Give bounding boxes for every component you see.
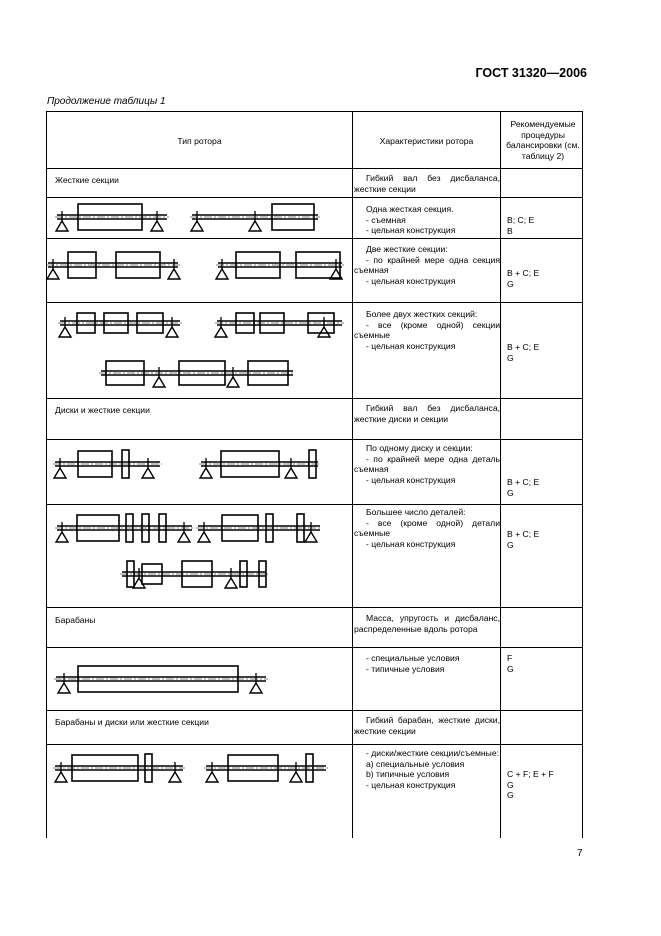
bearing-support xyxy=(290,772,302,782)
procedure-text: G xyxy=(507,278,514,289)
procedure-text: G xyxy=(507,487,514,498)
bearing-support xyxy=(285,468,297,478)
bearing-support xyxy=(142,468,154,478)
characteristic-text: - цельная конструкция xyxy=(366,779,456,790)
characteristic-text: Две жесткие секции: xyxy=(366,244,448,254)
group-title: Диски и жесткие секции xyxy=(55,405,150,415)
group-title: Барабаны xyxy=(55,615,96,625)
bearing-support xyxy=(318,327,330,337)
bearing-support xyxy=(168,269,180,279)
bearing-support xyxy=(47,269,59,279)
bearing-support xyxy=(56,221,68,231)
bearing-support xyxy=(59,327,71,337)
bearing-support xyxy=(216,269,228,279)
bearing-support xyxy=(133,578,145,588)
bearing-support xyxy=(58,683,70,693)
table-continuation-caption: Продолжение таблицы 1 xyxy=(47,96,166,107)
characteristic-text: - по крайней мере одна секция съемная xyxy=(354,254,500,275)
characteristic-text: Одна жесткая секция. xyxy=(366,204,454,214)
bearing-support xyxy=(225,578,237,588)
bearing-support xyxy=(305,532,317,542)
bearing-support xyxy=(206,772,218,782)
procedure-text: B + C; E xyxy=(507,529,540,539)
header-characteristics: Характеристики ротора xyxy=(379,136,474,146)
bearing-support xyxy=(215,327,227,337)
procedure-text: G xyxy=(507,779,514,790)
characteristic-text: - цельная конструкция xyxy=(366,538,456,549)
characteristic-text: По одному диску и секции: xyxy=(366,443,473,453)
procedure-text: G xyxy=(507,352,514,363)
group-description: Гибкий вал без дисбаланса, жесткие диски и секции xyxy=(354,403,500,424)
header-procedures: Рекомендуемые процедуры балансировки (см. таблицу 2) xyxy=(506,119,580,161)
procedure-text: B + C; E xyxy=(507,477,540,487)
procedure-text: B + C; E xyxy=(507,342,540,352)
bearing-support xyxy=(153,377,165,387)
characteristic-text: - типичные условия xyxy=(366,663,445,674)
bearing-support xyxy=(151,221,163,231)
characteristic-text: - по крайней мере одна деталь съемная xyxy=(354,453,500,474)
characteristic-text: - цельная конструкция xyxy=(366,340,456,351)
group-description: Гибкий барабан, жесткие диски, жесткие секции xyxy=(354,715,500,736)
procedure-text: F xyxy=(507,653,513,663)
procedure-text: B xyxy=(507,225,513,236)
characteristic-text: - цельная конструкция xyxy=(366,225,456,235)
bearing-support xyxy=(169,772,181,782)
bearing-support xyxy=(198,532,210,542)
bearing-support xyxy=(200,468,212,478)
page-number: 7 xyxy=(577,848,583,859)
characteristic-text: - все (кроме одной) детали съемные xyxy=(354,517,500,538)
bearing-support xyxy=(178,532,190,542)
procedure-text: G xyxy=(507,539,514,550)
characteristic-text: - диски/жесткие секции/съемные: xyxy=(366,748,499,758)
procedure-text: G xyxy=(507,663,514,674)
characteristic-text: Большее число деталей: xyxy=(366,507,466,517)
characteristic-text: - специальные условия xyxy=(366,653,460,663)
header-rotor-type: Тип ротора xyxy=(177,136,222,146)
characteristic-text: - съемная xyxy=(366,214,406,225)
bearing-support xyxy=(55,772,67,782)
procedure-text: B; C; E xyxy=(507,215,535,225)
characteristic-text: - цельная конструкция xyxy=(366,474,456,485)
bearing-support xyxy=(54,468,66,478)
standard-number: ГОСТ 31320—2006 xyxy=(475,66,587,80)
group-title: Барабаны и диски или жесткие секции xyxy=(55,717,209,727)
characteristic-text: - все (кроме одной) секции съемные xyxy=(354,319,500,340)
procedure-text: B + C; E xyxy=(507,268,540,278)
group-description: Масса, упругость и дисбаланс, распределенные вдоль ротора xyxy=(354,613,500,634)
group-title: Жесткие секции xyxy=(55,175,119,185)
bearing-support xyxy=(191,221,203,231)
bearing-support xyxy=(250,683,262,693)
characteristic-text: b) типичные условия xyxy=(366,769,450,779)
procedure-text: G xyxy=(507,790,514,800)
bearing-support xyxy=(166,327,178,337)
characteristic-text: Более двух жестких секций: xyxy=(366,309,478,319)
bearing-support xyxy=(249,221,261,231)
bearing-support xyxy=(227,377,239,387)
characteristic-text: a) специальные условия xyxy=(366,758,465,769)
bearing-support xyxy=(56,532,68,542)
procedure-text: C + F; E + F xyxy=(507,769,554,779)
characteristic-text: - цельная конструкция xyxy=(366,275,456,286)
group-description: Гибкий вал без дисбаланса, жесткие секции xyxy=(354,173,500,194)
